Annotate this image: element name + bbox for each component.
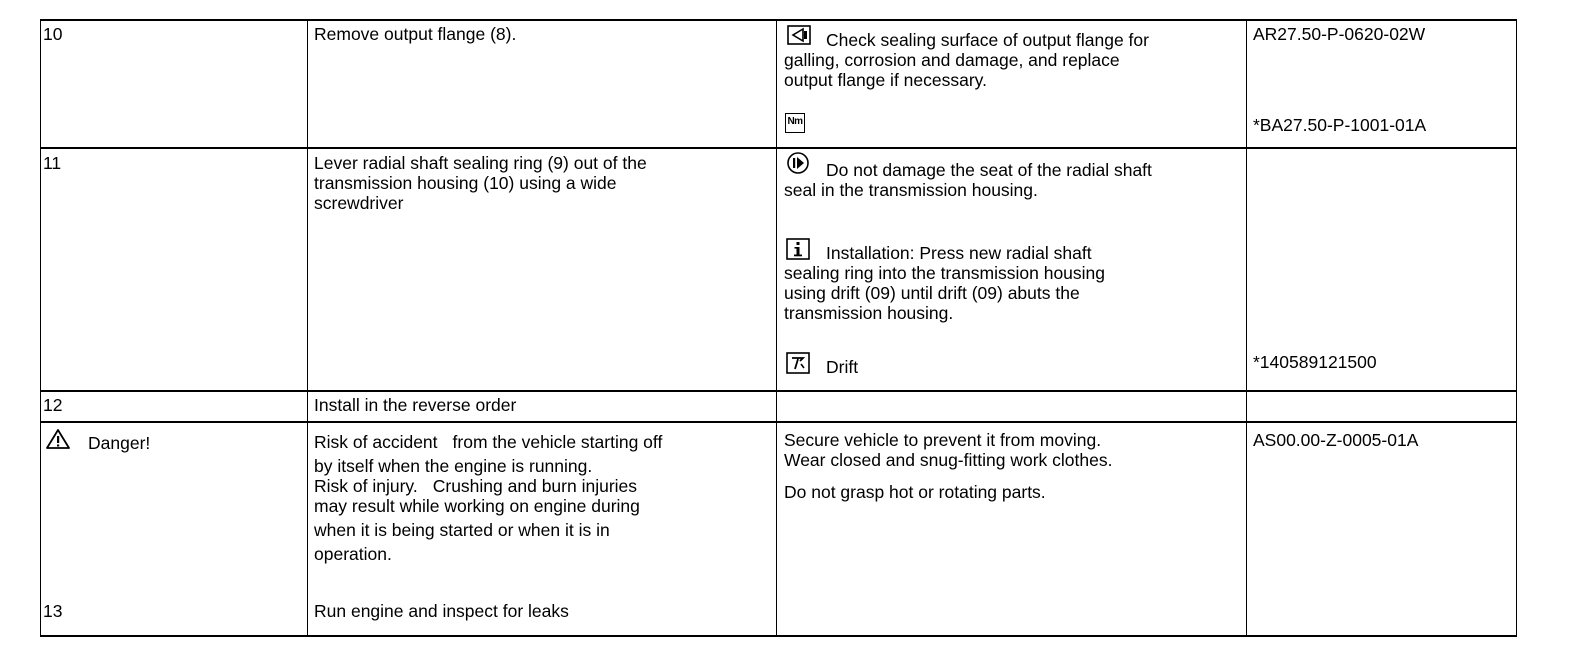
table-border-top (40, 19, 1517, 21)
document-reference: *BA27.50-P-1001-01A (1253, 115, 1427, 135)
safety-measures: Secure vehicle to prevent it from moving. Wear closed and snug-fitting work clothes. Do not grasp hot or rotating parts. (784, 430, 1113, 502)
installation-info: Installation: Press new radial shaft sealing ring into the transmission housing using drift (09) until drift (09) abuts the transmission housing. (784, 243, 1106, 323)
column-divider (40, 20, 41, 637)
column-divider (1516, 20, 1517, 637)
row-divider (40, 421, 1517, 423)
warning-triangle-icon (45, 428, 71, 450)
risk-description: Risk of accident from the vehicle starting off by itself when the engine is running. Risk of injury. Crushing and burn injuries may result while working on engine during when it is being started or when it is in operation. (314, 432, 663, 564)
row-divider (40, 147, 1517, 149)
part-number: *140589121500 (1253, 352, 1377, 372)
step-action: Remove output flange (8). (314, 24, 517, 44)
row-divider (40, 390, 1517, 392)
step-action: Run engine and inspect for leaks (314, 601, 569, 621)
tool-label: Drift (826, 357, 859, 377)
inspection-note: Check sealing surface of output flange for galling, corrosion and damage, and replace output flange if necessary. (784, 30, 1149, 90)
column-divider (307, 20, 308, 637)
danger-label: Danger! (88, 433, 151, 453)
special-tool-icon (786, 352, 810, 374)
step-number: 12 (43, 395, 63, 415)
document-reference: AS00.00-Z-0005-01A (1253, 430, 1419, 450)
column-divider (776, 20, 777, 637)
caution-note: Do not damage the seat of the radial shaft seal in the transmission housing. (784, 160, 1152, 200)
column-divider (1246, 20, 1247, 637)
table-border-bottom (40, 635, 1517, 637)
document-reference: AR27.50-P-0620-02W (1253, 24, 1426, 44)
torque-nm-icon: Nm (785, 113, 805, 133)
step-number: 10 (43, 24, 63, 44)
step-number: 13 (43, 601, 63, 621)
step-action: Lever radial shaft sealing ring (9) out of the transmission housing (10) using a wide screwdriver (314, 153, 647, 213)
step-action: Install in the reverse order (314, 395, 517, 415)
step-number: 11 (43, 153, 62, 173)
